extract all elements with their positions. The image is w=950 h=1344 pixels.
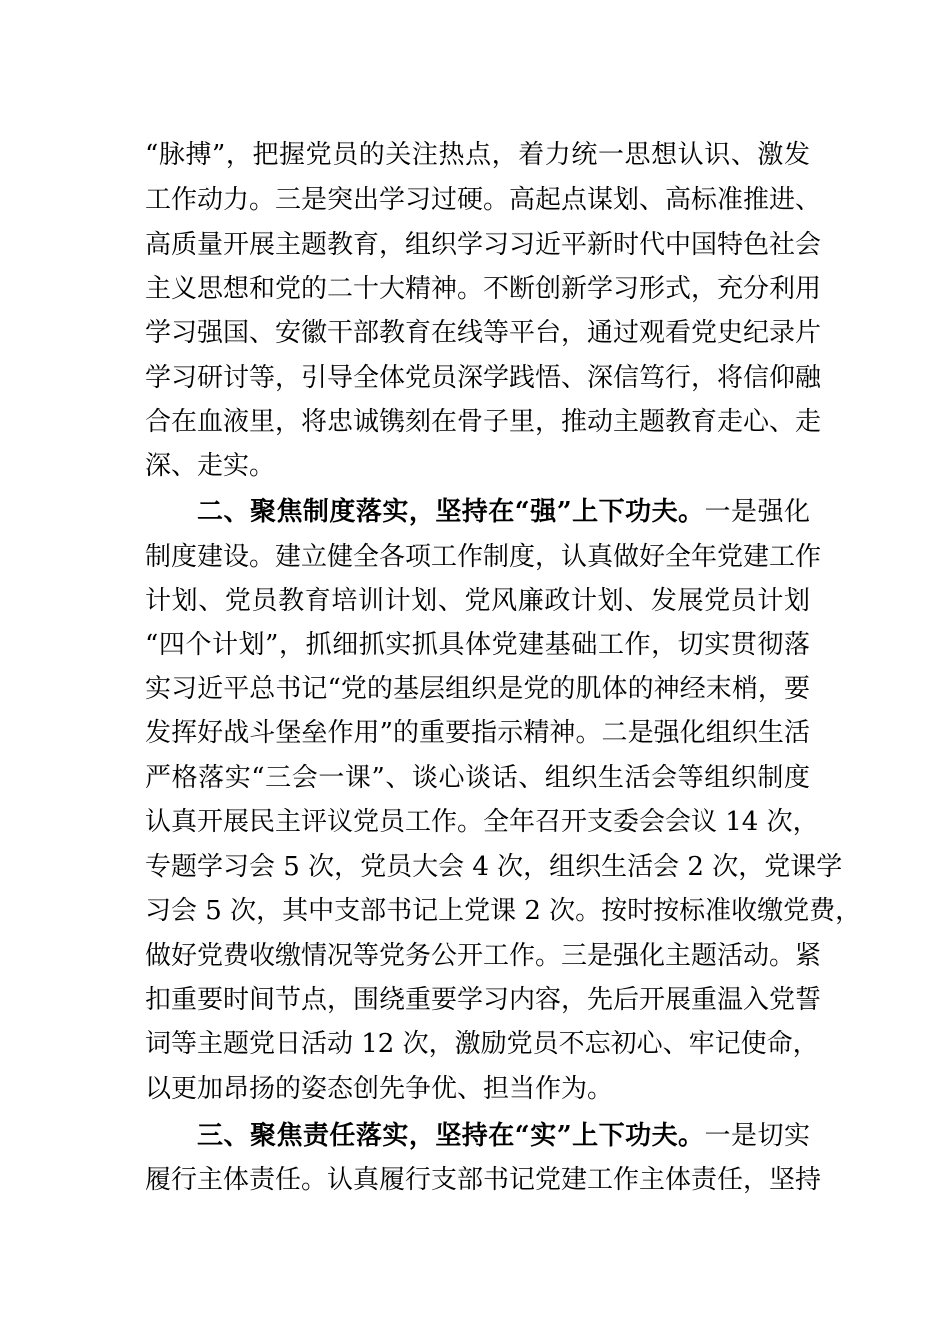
paragraph-2-line-2: 制度建设。建立健全各项工作制度，认真做好全年党建工作 bbox=[145, 542, 822, 572]
paragraph-1-line-5: 学习强国、安徽干部教育在线等平台，通过观看党史纪录片 bbox=[145, 318, 822, 348]
paragraph-2-line-6: 发挥好战斗堡垒作用”的重要指示精神。二是强化组织生活 bbox=[145, 718, 810, 748]
paragraph-2-line-1 bbox=[197, 490, 810, 534]
paragraph-2-line-5: 实习近平总书记“党的基层组织是党的肌体的神经末梢，要 bbox=[145, 674, 810, 704]
paragraph-2-line-13: 词等主题党日活动 12 次，激励党员不忘初心、牢记使命， bbox=[145, 1029, 819, 1059]
paragraph-2-line-11: 做好党费收缴情况等党务公开工作。三是强化主题活动。紧 bbox=[145, 941, 822, 971]
paragraph-1-line-7: 合在血液里，将忠诚镌刻在骨子里，推动主题教育走心、走 bbox=[145, 407, 822, 437]
paragraph-1-line-6: 学习研讨等，引导全体党员深学践悟、深信笃行，将信仰融 bbox=[145, 363, 822, 393]
paragraph-3-line-2: 履行主体责任。认真履行支部书记党建工作主体责任，坚持 bbox=[145, 1165, 822, 1195]
paragraph-2-line-12: 扣重要时间节点，围绕重要学习内容，先后开展重温入党誓 bbox=[145, 985, 822, 1015]
paragraph-2-line-7: 严格落实“三会一课”、谈心谈话、组织生活会等组织制度 bbox=[145, 763, 810, 793]
paragraph-1-line-2: 工作动力。三是突出学习过硬。高起点谋划、高标准推进、 bbox=[145, 185, 822, 215]
paragraph-1-line-4: 主义思想和党的二十大精神。不断创新学习形式，充分利用 bbox=[145, 274, 822, 304]
paragraph-2-line-3: 计划、党员教育培训计划、党风廉政计划、发展党员计划 bbox=[145, 586, 810, 616]
paragraph-2-line-10: 习会 5 次，其中支部书记上党课 2 次。按时按标准收缴党费， bbox=[145, 896, 862, 926]
section-heading-3: 三、聚焦责任落实，坚持在“实”上下功夫。 bbox=[197, 1121, 705, 1151]
paragraph-1-line-1: “脉搏”，把握党员的关注热点，着力统一思想认识、激发 bbox=[145, 140, 810, 170]
paragraph-3-lead-text: 一是切实 bbox=[704, 1121, 810, 1151]
paragraph-1-line-8: 深、走实。 bbox=[145, 451, 276, 481]
paragraph-2-lead-text: 一是强化 bbox=[704, 497, 810, 527]
paragraph-1-line-3: 高质量开展主题教育，组织学习习近平新时代中国特色社会 bbox=[145, 230, 822, 260]
paragraph-2-line-14: 以更加昂扬的姿态创先争优、担当作为。 bbox=[145, 1074, 614, 1104]
paragraph-3-line-1 bbox=[197, 1114, 810, 1158]
paragraph-2-line-9: 专题学习会 5 次，党员大会 4 次，组织生活会 2 次，党课学 bbox=[145, 852, 843, 882]
paragraph-2-line-8: 认真开展民主评议党员工作。全年召开支委会会议 14 次， bbox=[145, 807, 819, 837]
section-heading-2: 二、聚焦制度落实，坚持在“强”上下功夫。 bbox=[197, 497, 705, 527]
paragraph-2-line-4: “四个计划”，抓细抓实抓具体党建基础工作，切实贯彻落 bbox=[145, 630, 810, 660]
